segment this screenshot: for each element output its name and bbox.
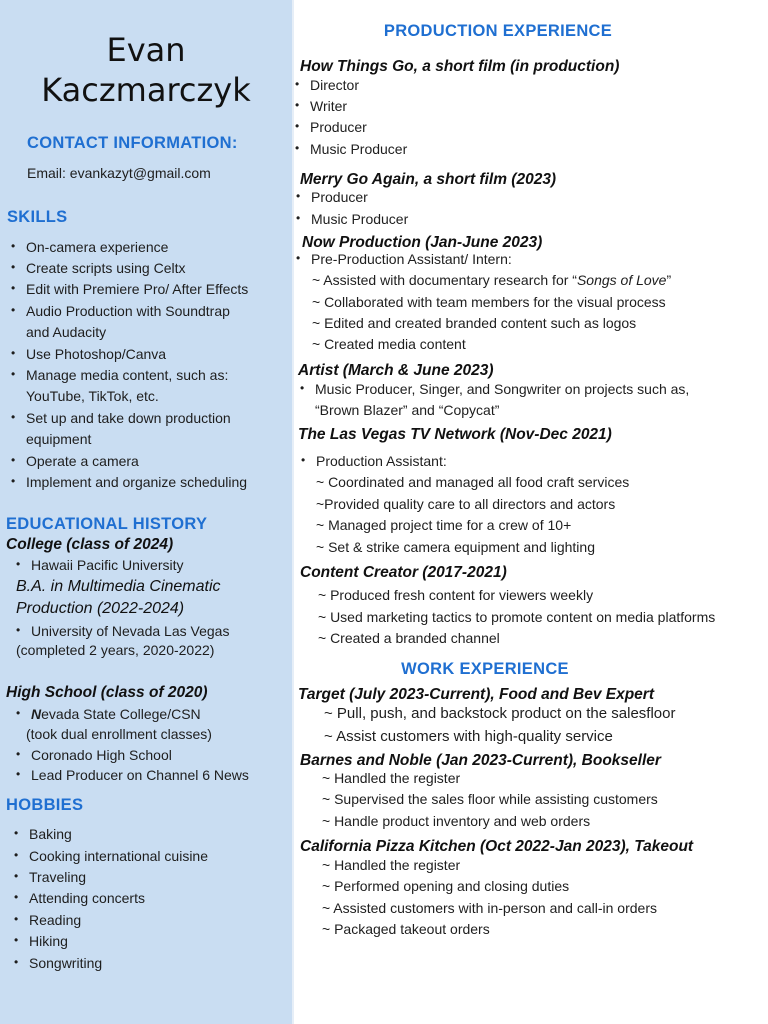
now-title: Now Production (Jan-June 2023) bbox=[302, 234, 543, 251]
work-heading: WORK EXPERIENCE bbox=[401, 660, 569, 678]
artist-title: Artist (March & June 2023) bbox=[298, 362, 494, 379]
bn-item: ~ Supervised the sales floor while assisting customers bbox=[322, 791, 658, 807]
cc-item: ~ Used marketing tactics to promote content on media platforms bbox=[318, 609, 716, 625]
skills-heading: SKILLS bbox=[7, 208, 68, 226]
target-title: Target (July 2023-Current), Food and Bev Expert bbox=[298, 686, 655, 703]
lv-item: ~Provided quality care to all directors and actors bbox=[316, 496, 616, 512]
edu-channel6: • Lead Producer on Channel 6 News bbox=[31, 767, 249, 783]
bn-item: ~ Handled the register bbox=[322, 770, 461, 786]
edu-degree-line2: Production (2022-2024) bbox=[16, 600, 185, 617]
hobby-item: • Songwriting bbox=[29, 955, 102, 971]
edu-nsc-rest: evada State College/CSN bbox=[41, 706, 201, 722]
edu-hpu: • Hawaii Pacific University bbox=[31, 557, 183, 573]
bn-item: ~ Handle product inventory and web orders bbox=[322, 813, 591, 829]
lv-role: • Production Assistant: bbox=[316, 453, 447, 469]
education-heading: EDUCATIONAL HISTORY bbox=[6, 515, 208, 533]
edu-unlv-cont: (completed 2 years, 2020-2022) bbox=[16, 642, 215, 658]
college-title: College (class of 2024) bbox=[6, 536, 174, 553]
cc-item: ~ Created a branded channel bbox=[318, 630, 500, 646]
skill-item: • On-camera experience bbox=[26, 239, 168, 255]
hobby-item: • Cooking international cuisine bbox=[29, 848, 208, 864]
cpk-item: ~ Packaged takeout orders bbox=[322, 921, 490, 937]
edu-degree-line1: B.A. in Multimedia Cinematic bbox=[16, 578, 221, 595]
skill-item-cont: YouTube, TikTok, etc. bbox=[26, 388, 159, 404]
htg-role: • Writer bbox=[310, 98, 347, 114]
column-divider bbox=[292, 0, 294, 1024]
skill-item: • Create scripts using Celtx bbox=[26, 260, 186, 276]
hs-title: High School (class of 2020) bbox=[6, 684, 208, 701]
skill-item-cont: equipment bbox=[26, 431, 92, 447]
cc-item: ~ Produced fresh content for viewers weekly bbox=[318, 587, 594, 603]
mga-title: Merry Go Again, a short film (2023) bbox=[300, 171, 557, 188]
edu-unlv: • University of Nevada Las Vegas bbox=[31, 623, 229, 639]
skill-item-cont: and Audacity bbox=[26, 324, 107, 340]
htg-role: • Music Producer bbox=[310, 141, 407, 157]
htg-title: How Things Go, a short film (in production) bbox=[300, 58, 620, 75]
hobby-item: • Attending concerts bbox=[29, 890, 145, 906]
skill-item: • Audio Production with Soundtrap bbox=[26, 303, 230, 319]
now-role: • Pre-Production Assistant/ Intern: bbox=[311, 251, 512, 267]
contact-heading: CONTACT INFORMATION: bbox=[27, 134, 238, 152]
cpk-title: California Pizza Kitchen (Oct 2022-Jan 2023), Takeout bbox=[300, 838, 694, 855]
edu-nsc bbox=[31, 706, 201, 722]
skill-item: • Use Photoshop/Canva bbox=[26, 346, 166, 362]
now-item-quote: ” bbox=[666, 272, 672, 288]
lv-item: ~ Set & strike camera equipment and lighting bbox=[316, 539, 595, 555]
hobby-item: • Baking bbox=[29, 826, 72, 842]
htg-role: • Director bbox=[310, 77, 359, 93]
htg-role: • Producer bbox=[310, 119, 367, 135]
skill-item: • Operate a camera bbox=[26, 453, 139, 469]
now-item: ~ Created media content bbox=[312, 336, 466, 352]
cpk-item: ~ Performed opening and closing duties bbox=[322, 878, 570, 894]
now-item-title: Songs of Love bbox=[576, 272, 667, 288]
artist-item: • Music Producer, Singer, and Songwriter on projects such as, bbox=[315, 381, 689, 397]
skill-item: • Implement and organize scheduling bbox=[26, 474, 247, 490]
hobbies-heading: HOBBIES bbox=[6, 796, 84, 814]
name-last: Kaczmarczyk bbox=[41, 71, 251, 109]
mga-role: • Music Producer bbox=[311, 211, 408, 227]
mga-role: • Producer bbox=[311, 189, 368, 205]
bn-title: Barnes and Noble (Jan 2023-Current), Bookseller bbox=[300, 752, 661, 769]
contact-email: Email: evankazyt@gmail.com bbox=[27, 165, 211, 181]
skill-item: • Manage media content, such as: bbox=[26, 367, 228, 383]
lv-item: ~ Coordinated and managed all food craft services bbox=[316, 474, 630, 490]
edu-nsc-initial: N bbox=[31, 706, 42, 722]
production-heading: PRODUCTION EXPERIENCE bbox=[383, 22, 613, 40]
target-item: ~ Pull, push, and backstock product on the salesfloor bbox=[324, 705, 676, 722]
now-item-text: ~ Assisted with documentary research for “ bbox=[312, 272, 577, 288]
cc-title: Content Creator (2017-2021) bbox=[300, 564, 507, 581]
skill-item: • Set up and take down production bbox=[26, 410, 231, 426]
now-item: ~ Collaborated with team members for the visual process bbox=[312, 294, 666, 310]
lv-title: The Las Vegas TV Network (Nov-Dec 2021) bbox=[298, 426, 612, 443]
lv-item: ~ Managed project time for a crew of 10+ bbox=[316, 517, 572, 533]
skill-item: • Edit with Premiere Pro/ After Effects bbox=[26, 281, 248, 297]
artist-item-cont: “Brown Blazer” and “Copycat” bbox=[315, 402, 500, 418]
hobby-item: • Traveling bbox=[29, 869, 86, 885]
cpk-item: ~ Assisted customers with in-person and call-in orders bbox=[322, 900, 657, 916]
target-item: ~ Assist customers with high-quality service bbox=[324, 728, 613, 745]
now-item bbox=[312, 272, 671, 288]
hobby-item: • Reading bbox=[29, 912, 81, 928]
edu-nsc-cont: (took dual enrollment classes) bbox=[26, 726, 212, 742]
edu-coronado: • Coronado High School bbox=[31, 747, 172, 763]
hobby-item: • Hiking bbox=[29, 933, 68, 949]
cpk-item: ~ Handled the register bbox=[322, 857, 461, 873]
now-item: ~ Edited and created branded content such as logos bbox=[312, 315, 637, 331]
name-first: Evan bbox=[106, 31, 186, 69]
